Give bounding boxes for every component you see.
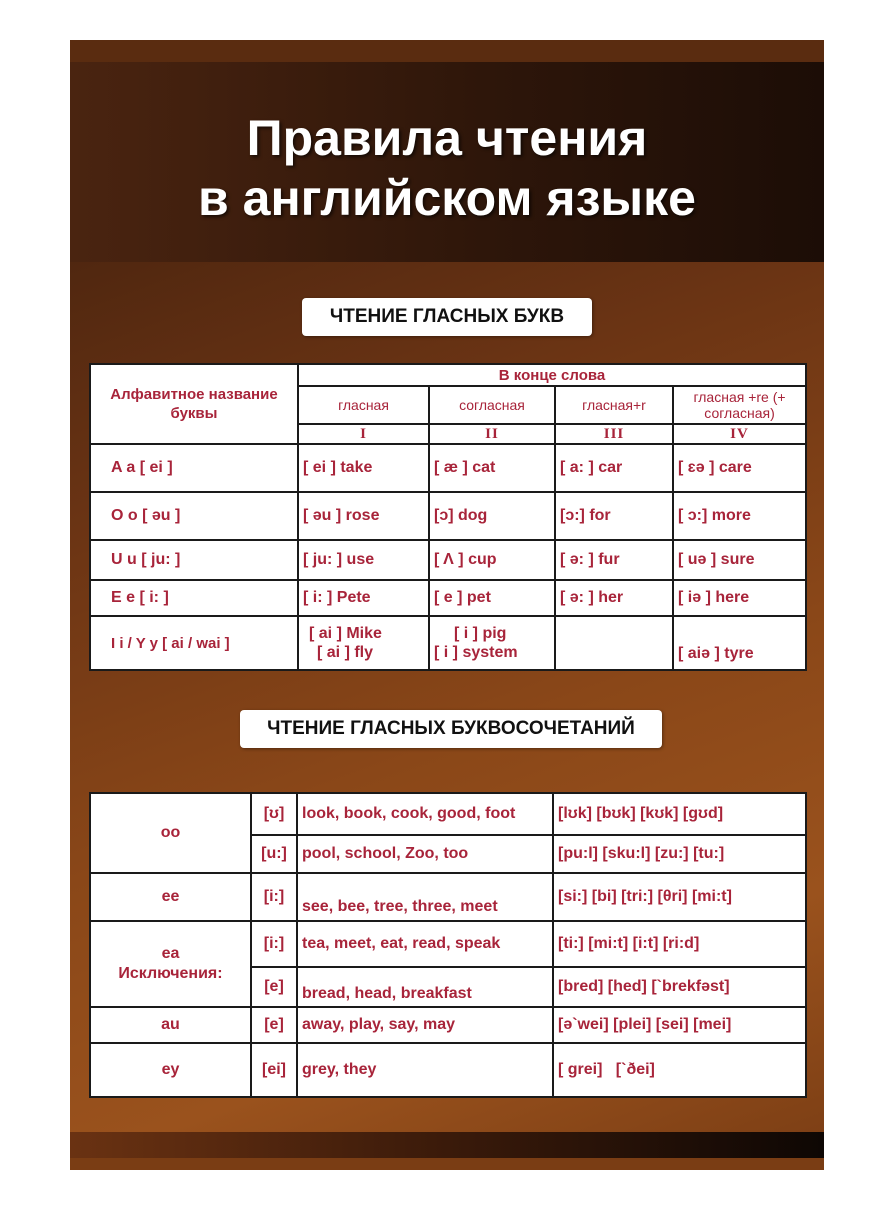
words: pool, school, Zoo, too [297, 835, 553, 873]
cell: [ Λ ] cup [429, 540, 555, 580]
words: look, book, cook, good, foot [297, 793, 553, 835]
transcription: [bred] [hed] [`brekfəst] [553, 967, 806, 1007]
header-end-of-word: В конце слова [298, 364, 806, 386]
combo-ea [90, 921, 251, 1007]
table-row [90, 492, 806, 540]
cell: [ a: ] car [555, 444, 673, 492]
table-row [90, 580, 806, 616]
cell: [ ə: ] her [555, 580, 673, 616]
cell: [ ju: ] use [298, 540, 429, 580]
sound: [i:] [251, 873, 297, 921]
cell: [ ə: ] fur [555, 540, 673, 580]
subheader-vowel-re: гласная +re (+ согласная) [673, 386, 806, 424]
bottom-strip [70, 1158, 824, 1170]
cell-line: [ ai ] Mike [309, 625, 382, 642]
cell: [ i: ] Pete [298, 580, 429, 616]
letter-e: E e [ i: ] [90, 580, 298, 616]
table-row [90, 921, 806, 967]
bottom-bar [70, 1132, 824, 1158]
words: grey, they [297, 1043, 553, 1097]
transcription: [ə`wei] [plei] [sei] [mei] [553, 1007, 806, 1043]
table-row [90, 1043, 806, 1097]
cell: [ əu ] rose [298, 492, 429, 540]
subheader-consonant: согласная [429, 386, 555, 424]
sound: [e] [251, 967, 297, 1007]
cell [555, 616, 673, 670]
words: see, bee, tree, three, meet [297, 873, 553, 921]
cell: [ e ] pet [429, 580, 555, 616]
sound: [e] [251, 1007, 297, 1043]
transcription: [si:] [bi] [tri:] [θri] [mi:t] [553, 873, 806, 921]
cell: [ɔ] dog [429, 492, 555, 540]
cell-line: [ i ] system [434, 644, 518, 661]
combo-oo: oo [90, 793, 251, 873]
transcription: [ti:] [mi:t] [i:t] [ri:d] [553, 921, 806, 967]
combo-ea-exceptions: Исключения: [118, 965, 223, 982]
letter-o: O o [ əu ] [90, 492, 298, 540]
table-row [90, 1007, 806, 1043]
words: tea, meet, eat, read, speak [297, 921, 553, 967]
title-line-2: в английском языке [198, 170, 696, 226]
cell: [ aiə ] tyre [673, 616, 806, 670]
top-strip [70, 40, 824, 62]
table-row [90, 873, 806, 921]
cell: [ ɛə ] care [673, 444, 806, 492]
cell [429, 616, 555, 670]
cell [298, 616, 429, 670]
letter-a: A a [ ei ] [90, 444, 298, 492]
combo-ey: ey [90, 1043, 251, 1097]
header-letter-name: Алфавитное название буквы [90, 364, 298, 444]
transcription: [ grei] [`ðei] [553, 1043, 806, 1097]
vowels-section-label: ЧТЕНИЕ ГЛАСНЫХ БУКВ [302, 298, 592, 336]
cell-line: [ ai ] fly [317, 644, 374, 661]
combo-au: au [90, 1007, 251, 1043]
words: bread, head, breakfast [297, 967, 553, 1007]
roman-3: III [555, 424, 673, 444]
page-title [70, 108, 824, 228]
cell: [ iə ] here [673, 580, 806, 616]
title-line-1: Правила чтения [246, 110, 648, 166]
cell: [ ei ] take [298, 444, 429, 492]
sound: [ʊ] [251, 793, 297, 835]
cell: [ɔ:] for [555, 492, 673, 540]
combos-table [89, 792, 807, 1098]
cell: [ uə ] sure [673, 540, 806, 580]
letter-u: U u [ ju: ] [90, 540, 298, 580]
vowels-table [89, 363, 807, 671]
table-row [90, 444, 806, 492]
combos-section-label: ЧТЕНИЕ ГЛАСНЫХ БУКВОСОЧЕТАНИЙ [240, 710, 662, 748]
sound: [u:] [251, 835, 297, 873]
letter-i-y: I i / Y y [ ai / wai ] [90, 616, 298, 670]
table-row [90, 540, 806, 580]
sound: [ei] [251, 1043, 297, 1097]
cell: [ ɔ:] more [673, 492, 806, 540]
roman-2: II [429, 424, 555, 444]
poster [70, 40, 824, 1170]
subheader-vowel: гласная [298, 386, 429, 424]
roman-4: IV [673, 424, 806, 444]
combo-ee: ee [90, 873, 251, 921]
table-row [90, 616, 806, 670]
transcription: [pu:l] [sku:l] [zu:] [tu:] [553, 835, 806, 873]
transcription: [lʊk] [bʊk] [kʊk] [gʊd] [553, 793, 806, 835]
words: away, play, say, may [297, 1007, 553, 1043]
subheader-vowel-r: гласная+r [555, 386, 673, 424]
roman-1: I [298, 424, 429, 444]
combo-ea-label: ea [161, 945, 180, 962]
cell: [ æ ] cat [429, 444, 555, 492]
cell-line: [ i ] pig [454, 625, 507, 642]
table-row [90, 793, 806, 835]
sound: [i:] [251, 921, 297, 967]
